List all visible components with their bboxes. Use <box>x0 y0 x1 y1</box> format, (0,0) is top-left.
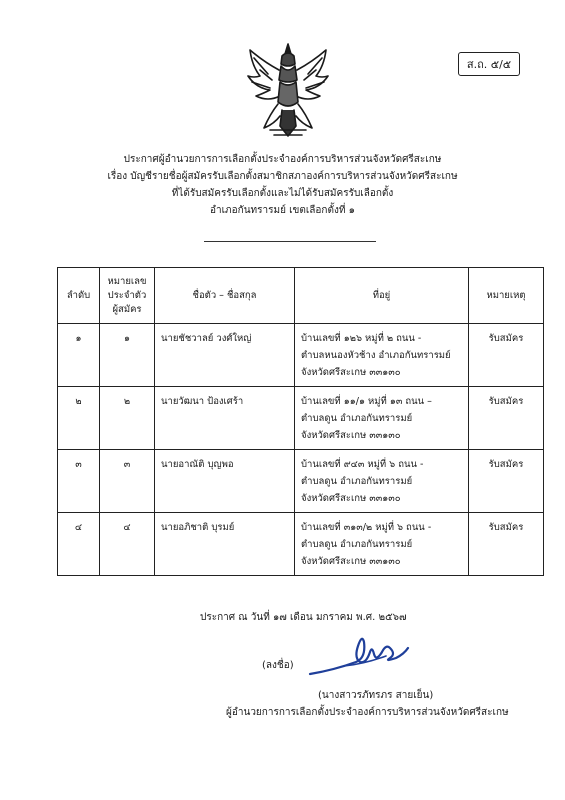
cell-note: รับสมัคร <box>469 387 544 450</box>
address-line: จังหวัดศรีสะเกษ ๓๓๑๓๐ <box>301 430 401 441</box>
address-line: บ้านเลขที่ ๑๑/๑ หมู่ที่ ๑๓ ถนน – <box>301 396 432 407</box>
address-line: ตำบลหนองหัวช้าง อำเภอกันทรารมย์ <box>301 350 451 361</box>
cell-order: ๑ <box>58 324 100 387</box>
header-divider <box>204 241 376 242</box>
cell-name: นายอภิชาติ บุรมย์ <box>155 513 295 576</box>
address-line: จังหวัดศรีสะเกษ ๓๓๑๓๐ <box>301 556 401 567</box>
table-row <box>58 387 544 450</box>
address-line: บ้านเลขที่ ๓๑๓/๒ หมู่ที่ ๖ ถนน - <box>301 522 432 533</box>
col-number-header-line: หมายเลข <box>107 275 147 287</box>
address-line: ตำบลดูน อำเภอกันทรารมย์ <box>301 413 413 424</box>
header-district: อำเภอกันทรารมย์ เขตเลือกตั้งที่ ๑ <box>210 205 355 216</box>
cell-number: ๓ <box>100 450 155 513</box>
col-order-header: ลำดับ <box>58 268 100 324</box>
cell-address <box>295 450 469 513</box>
form-code-box: ส.ถ. ๕/๕ <box>458 52 520 76</box>
cell-order: ๔ <box>58 513 100 576</box>
cell-name: นายวัฒนา ป้องเศร้า <box>155 387 295 450</box>
cell-address <box>295 324 469 387</box>
header-subject-cont: ที่ได้รับสมัครรับเลือกตั้งและไม่ได้รับสมัครรับเลือกตั้ง <box>171 188 394 199</box>
address-line: จังหวัดศรีสะเกษ ๓๓๑๓๐ <box>301 367 401 378</box>
cell-address <box>295 513 469 576</box>
cell-address <box>295 387 469 450</box>
col-number-header <box>100 268 155 324</box>
col-number-header-line: ผู้สมัคร <box>112 303 142 315</box>
table-header-row <box>58 268 544 324</box>
address-line: ตำบลดูน อำเภอกันทรารมย์ <box>301 476 413 487</box>
cell-note: รับสมัคร <box>469 450 544 513</box>
address-line: ตำบลดูน อำเภอกันทรารมย์ <box>301 539 413 550</box>
cell-order: ๓ <box>58 450 100 513</box>
cell-note: รับสมัคร <box>469 513 544 576</box>
signer-title: ผู้อำนวยการการเลือกตั้งประจำองค์การบริหารส่วนจังหวัดศรีสะเกษ <box>226 707 509 718</box>
address-line: บ้านเลขที่ ๙๔๓ หมู่ที่ ๖ ถนน - <box>301 459 424 470</box>
table-row <box>58 513 544 576</box>
address-line: จังหวัดศรีสะเกษ ๓๓๑๓๐ <box>301 493 401 504</box>
header-title: ประกาศผู้อำนวยการการเลือกตั้งประจำองค์การบริหารส่วนจังหวัดศรีสะเกษ <box>123 154 442 165</box>
cell-number: ๑ <box>100 324 155 387</box>
col-address-header: ที่อยู่ <box>295 268 469 324</box>
col-note-header: หมายเหตุ <box>469 268 544 324</box>
header-subject: เรื่อง บัญชีรายชื่อผู้สมัครรับเลือกตั้งสมาชิกสภาองค์การบริหารส่วนจังหวัดศรีสะเกษ <box>107 171 458 182</box>
announcement-date: ประกาศ ณ วันที่ ๑๗ เดือน มกราคม พ.ศ. ๒๕๖๗ <box>200 612 407 623</box>
col-number-header-line: ประจำตัว <box>107 289 147 301</box>
cell-number: ๔ <box>100 513 155 576</box>
cell-order: ๒ <box>58 387 100 450</box>
garuda-emblem-icon <box>240 40 336 140</box>
table-row <box>58 450 544 513</box>
document-header <box>60 151 505 219</box>
table-row <box>58 324 544 387</box>
signer-name: (นางสาวรภัทรภร สายเย็น) <box>318 690 434 701</box>
cell-number: ๒ <box>100 387 155 450</box>
cell-note: รับสมัคร <box>469 324 544 387</box>
candidate-table <box>57 267 544 576</box>
cell-name: นายอาณัติ บุญพอ <box>155 450 295 513</box>
col-name-header: ชื่อตัว – ชื่อสกุล <box>155 268 295 324</box>
cell-name: นายชัชวาลย์ วงศ์ใหญ่ <box>155 324 295 387</box>
handwritten-signature <box>304 628 416 682</box>
signature-label: (ลงชื่อ) <box>262 660 294 671</box>
address-line: บ้านเลขที่ ๑๒๖ หมู่ที่ ๒ ถนน - <box>301 333 422 344</box>
